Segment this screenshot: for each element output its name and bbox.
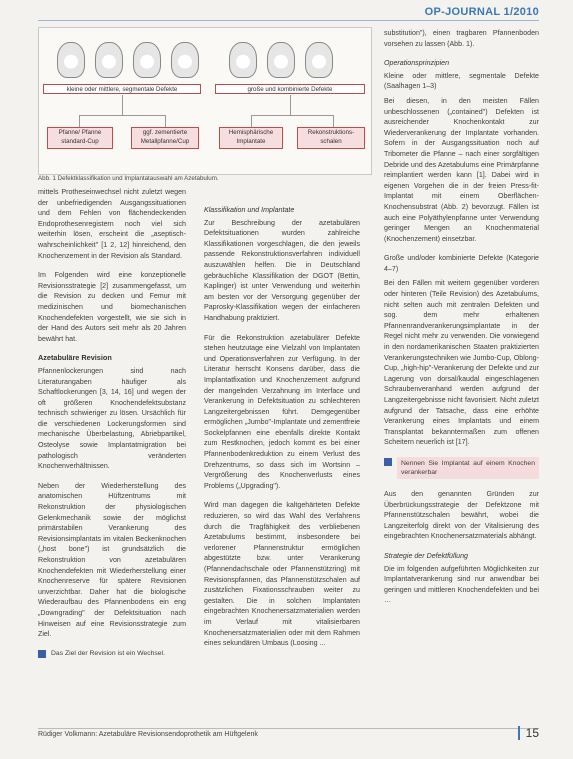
pelvis-illustration	[229, 42, 257, 78]
key-note	[384, 457, 539, 479]
figure-diagram	[38, 27, 372, 175]
connector	[251, 115, 252, 127]
paragraph: Im Folgenden wird eine konzeptionelle Revisionsstrategie [2] zusammengefasst, um die Revision zu decken und Femur mit medizinischen und biomechanischen Knochendefekten vorgestellt, wie sie sich in der Hand des Autors seit mehr als 20 Jahren bewährt hat.	[38, 271, 186, 343]
connector	[165, 115, 166, 127]
text-column-2	[204, 205, 360, 658]
section-heading: Operationsprinzipien	[384, 59, 450, 68]
diagram-box-standard-cup: Pfanne/ Pfanne standard-Cup	[47, 127, 113, 149]
note-icon	[38, 650, 46, 658]
pelvis-illustration	[133, 42, 161, 78]
footer-text: Rüdiger Volkmann: Azetabuläre Revisionsendoprothetik am Hüftgelenk	[38, 731, 258, 738]
diagram-box-hemispheric: Hemisphärische Implantate	[219, 127, 283, 149]
connector	[333, 115, 334, 127]
connector	[290, 95, 291, 115]
paragraph: Wird man dagegen die kaltgehärteten Defekte reduzieren, so wird das Wahl des Verfahrens durch die Tragfähigkeit des verbliebenen Azetabulums bestimmt, insbesondere bei verlorener Pfannenstruktur ermöglichen abgestützte bzw. unter Verankerung (Pfannendachschale oder Pfannenstützring) mit Revisionspfannen, das Pfannenstützschalen auf zusätzlichen Fixationsschrauben weiter zu gestalten. Die in solchen Implantaten eingebrachten Knochenersatzmaterialien werden im Verlauf mit vitalisierbaren Knochenersatzmaterialien oder mit dem Rahmen eines sekundären Umbaus (Loosing ...	[204, 501, 360, 648]
connector	[79, 115, 165, 116]
subheading: Kleine oder mittlere, segmentale Defekte (Saalhagen 1–3)	[384, 71, 539, 91]
connector	[251, 115, 333, 116]
paragraph: substitution"), einen tragbaren Pfannenboden vorsehen zu lassen (Abb. 1).	[384, 29, 539, 48]
paragraph: Neben der Wiederherstellung des anatomischen Hüftzentrums mit Rekonstruktion der physiologischen Gelenkmechanik sowie der möglichst primärstabilen Verankerung des Revisionsimplantats im vitalen Beckenknochen („host bone") ist grundsätzlich die Rekonstruktion von azetabulären Knochendefekten mit Wiederherstellung einer Knochenreserve für spätere Revisionen unverzichtbar. Daher hat die biologische Wiederaufbau des Pfannenbodens ein eng „Downgrading" der Defektsituation nach Hinweisen auf eine Revisionsstrategie zum Ziel.	[38, 481, 186, 639]
text-column-1	[38, 187, 186, 668]
note-icon	[384, 458, 392, 466]
paragraph: Bei diesen, in den meisten Fällen unbeschlossenen („contained") Defekten ist ausreichender Knochenkontakt zur Wiederverankerung der Implantate vorhanden. Sofern in der Ausgangssituation noch auf Tribometer die Pfanne – nach einer sorgfältigen Debride und des Azetabulums eine Primärpfanne reimplantiert werden kann [1]. Dabei wird in eigenen Vorgehen die in der freien Press-fit-Implantat mit einem Oberflächen-Knochensubstrat (Abb. 2) bevorzugt. Fällen ist auch eine Polyäthylenpfanne unter Verwendung geringer Mengen an Knochenmaterial (Knochenzement) einsetzbar.	[384, 96, 539, 243]
note-text: Das Ziel der Revision ist ein Wechsel.	[51, 649, 165, 657]
diagram-box-reconstruction: Rekonstruktions-schalen	[297, 127, 365, 149]
page-number: 15	[518, 726, 539, 740]
diagram-label-small-defects: kleine oder mittlere, segmentale Defekte	[43, 84, 201, 94]
paragraph: Zur Beschreibung der azetabulären Defektsituationen wurden zahlreiche Klassifikationen vorgeschlagen, die den jeweils passende Rekonstruktionsverfahren individuell auszuwählen helfen. Die in Deutschland gebräuchliche Klassifikation der DGOT (Bettin, Kaplinger) ist unter Verwendung und weiterhin am besten vor der Versorgung gegenüber der Paprosky-Klassifikation wegen der einfacheren Handhabung praktiziert.	[204, 218, 360, 322]
paragraph: Pfannenlockerungen sind nach Literaturangaben häufiger als Schaftlockerungen [3, 14, 16] und wegen der oft größeren Knochendefektsubstanz technisch schwieriger zu lösen. Ursächlich für die verschiedenen Lockerungsformen sind mechanische Überbelastung, Abriebpartikel, Osteolyse sowie Implantatmigration bei pathologisch veränderten Knochenverhältnissen.	[38, 366, 186, 471]
pelvis-illustration	[305, 42, 333, 78]
diagram-box-metal-cup: ggf. zementierte Metallpfanne/Cup	[131, 127, 199, 149]
note-text: Nennen Sie Implantat auf einem Knochen verankerbar	[397, 457, 539, 479]
pelvis-illustration	[171, 42, 199, 78]
pelvis-illustration	[57, 42, 85, 78]
paragraph: Die im folgenden aufgeführten Möglichkeiten zur Implantatverankerung sind nur anwendbar bei geringen und mittleren Knochendefekten und bei …	[384, 564, 539, 605]
key-note	[38, 649, 186, 658]
text-column-3	[384, 28, 539, 615]
section-heading: Strategie der Defektfüllung	[384, 551, 468, 560]
header-rule	[38, 20, 539, 21]
figure-caption: Abb. 1 Defektklassifikation und Implantatauswahl am Azetabulum.	[38, 175, 219, 182]
paragraph: mittels Protheseinwechsel nicht zuletzt wegen der unbefriedigenden Ausgangssituationen und dem Fehlen von flächendeckenden Endoprothesenregistern noch viel sich weiterhin lösen, erscheint die „aseptisch-wahrscheinlichkeit" [1 2, 12] hinreichend, den Knochenzement in der Revision als Standard.	[38, 188, 186, 260]
footer-rule	[38, 728, 539, 729]
paragraph: Aus den genannten Gründen zur Überbrückungsstrategie der Defektzone mit Pfannenstützschalen bewährt, wobei die Langzeiterfolg direkt von der Vitalisierung des eingebrachten Knochenersatzmaterials abhängt.	[384, 489, 539, 541]
journal-header: OP-JOURNAL 1/2010	[424, 6, 539, 18]
paragraph: Bei den Fällen mit weitern gegenüber vorderen oder hinteren (Teile Revision) des Azetabulums, nicht selten auch mit zentralen Defekten und sog. dem mehr erhaltenen Pfannenrandverankerungsimplantate in der Regel nicht mehr zu verwenden. Die vorwiegend in den nordamerikanischen Staaten praktizierten Verankerungstechniken wie Jumbo-Cup, Oblong-Cup, „high-hip"-Verankerung der Defekte und zur Lagerung von dorsal/kaudal eingeschlagenen Schraubenveranhand werden aufgrund der Langzeitergebnisse nicht favorisiert. Nicht zuletzt aufgrund der Tatsache, dass eine erhöhte Verankerung eines Implantats und einem Transplantat bekanntermaßen zum offenen Scheitern neuerlich ist [17].	[384, 279, 539, 447]
connector	[79, 115, 80, 127]
diagram-label-large-defects: große und kombinierte Defekte	[215, 84, 365, 94]
subheading: Große und/oder kombinierte Defekte (Kategorie 4–7)	[384, 254, 539, 273]
section-heading: Klassifikation und Implantate	[204, 206, 295, 214]
connector	[122, 95, 123, 115]
paragraph: Für die Rekonstruktion azetabulärer Defekte stehen heutzutage eine Vielzahl von Implantaten und Operationsverfahren zur Verfügung. In der Literatur herrscht Konsens darüber, dass die Implantatfixation und Knochenzement aufgrund der mangelnden Verzahnung im Interface und Verankerung in Defektsituation zu schlechteren Langzeitergebnissen führt. Demgegenüber ermöglichen „Jumbo"-Implantate und zementfreie Sockelpfannen eine ebenfalls direkte Kontakt zum Restknochen, jedoch kommt es bei einer Pfannenbodenkreduktion zu einem Verlust des Drehzentrums, so dass sich im Wortsinn – Vergrößerung des Knochenverlusts eines Problems („Upgrading").	[204, 333, 360, 490]
pelvis-illustration	[267, 42, 295, 78]
pelvis-illustration	[95, 42, 123, 78]
section-heading: Azetabuläre Revision	[38, 353, 112, 363]
